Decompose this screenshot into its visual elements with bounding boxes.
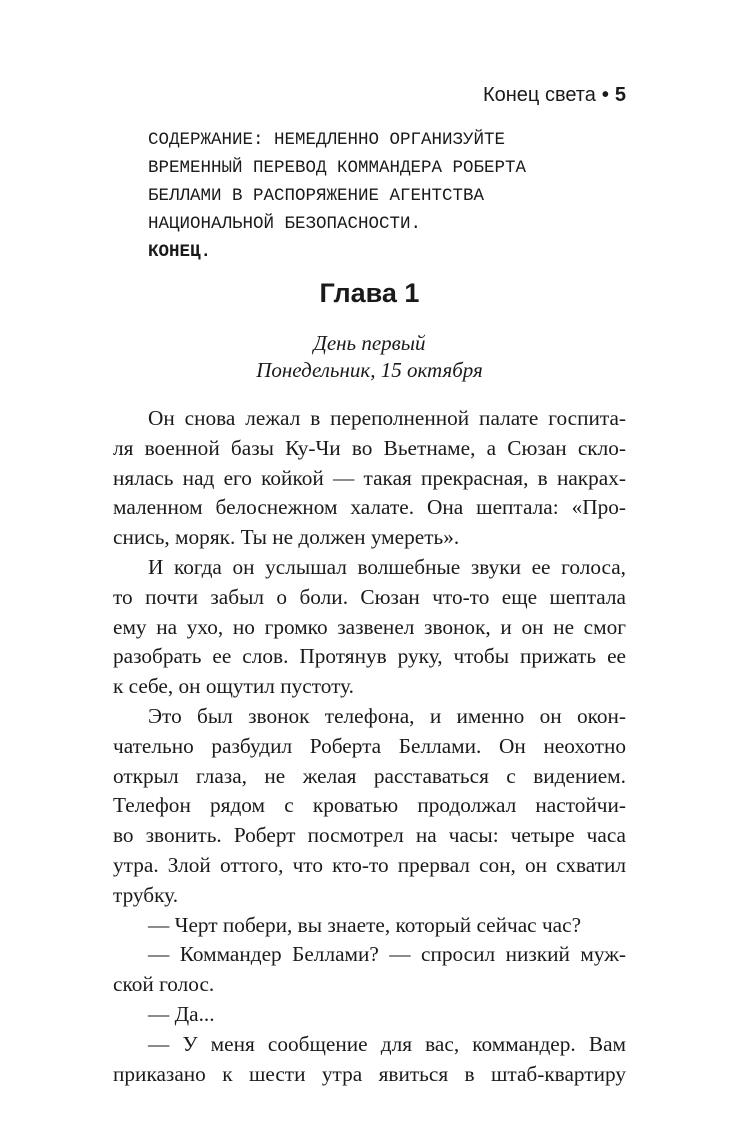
body-line: к себе, он ощутил пустоту. <box>113 674 354 699</box>
body-line: И когда он услышал волшебные звуки ее голоса, <box>148 554 626 579</box>
body-line: трубку. <box>113 882 179 907</box>
body-line: приказано к шести утра явиться в штаб-квартиру <box>113 1061 626 1086</box>
body-line: нялась над его койкой — такая прекрасная, в накрах- <box>113 465 626 490</box>
body-line: Телефон рядом с кроватью продолжал настойчи- <box>113 793 626 818</box>
body-text <box>113 404 626 1089</box>
body-line: — У меня сообщение для вас, коммандер. Вам <box>148 1031 626 1056</box>
header-separator: • <box>601 84 609 106</box>
body-line: ской голос. <box>113 972 215 997</box>
telegram-line: НАЦИОНАЛЬНОЙ БЕЗОПАСНОСТИ. <box>148 214 422 234</box>
body-line: Он снова лежал в переполненной палате госпита- <box>148 406 626 430</box>
body-line: снись, моряк. Ты не должен умереть». <box>113 525 460 550</box>
body-line: во звонить. Роберт посмотрел на часы: четыре часа <box>113 823 626 848</box>
body-line: ля военной базы Ку-Чи во Вьетнаме, а Сюзан скло- <box>113 435 626 460</box>
chapter-date: Понедельник, 15 октября <box>256 358 483 382</box>
telegram-line: ВРЕМЕННЫЙ ПЕРЕВОД КОММАНДЕРА РОБЕРТА <box>148 158 527 178</box>
telegram-end: КОНЕЦ. <box>148 242 212 262</box>
chapter-day: День первый <box>313 331 426 355</box>
book-title: Конец света <box>482 84 596 106</box>
chapter-subtitle <box>0 330 739 384</box>
chapter-title: Глава 1 <box>319 278 420 308</box>
telegram-block <box>148 126 628 266</box>
body-line: — Да... <box>148 1001 215 1026</box>
body-line: ему на ухо, но громко зазвенел звонок, и он не смог <box>113 614 626 639</box>
body-line: — Черт побери, вы знаете, который сейчас час? <box>148 912 582 937</box>
page-number: 5 <box>614 84 626 106</box>
running-header <box>483 84 626 107</box>
body-line: утра. Злой оттого, что кто-то прервал сон, он схватил <box>113 852 626 877</box>
body-line: открыл глаза, не желая расставаться с видением. <box>113 763 626 788</box>
body-line: разобрать ее слов. Протянув руку, чтобы прижать ее <box>113 644 626 669</box>
body-line: маленном белоснежном халате. Она шептала: «Про- <box>113 495 626 520</box>
telegram-line: БЕЛЛАМИ В РАСПОРЯЖЕНИЕ АГЕНТСТВА <box>148 186 485 206</box>
body-line: Это был звонок телефона, и именно он окон- <box>148 703 626 728</box>
body-line: чательно разбудил Роберта Беллами. Он неохотно <box>113 733 626 758</box>
telegram-line: СОДЕРЖАНИЕ: НЕМЕДЛЕННО ОРГАНИЗУЙТЕ <box>148 130 506 150</box>
body-line: — Коммандер Беллами? — спросил низкий муж- <box>148 942 626 967</box>
body-line: то почти забыл о боли. Сюзан что-то еще шептала <box>113 584 626 609</box>
